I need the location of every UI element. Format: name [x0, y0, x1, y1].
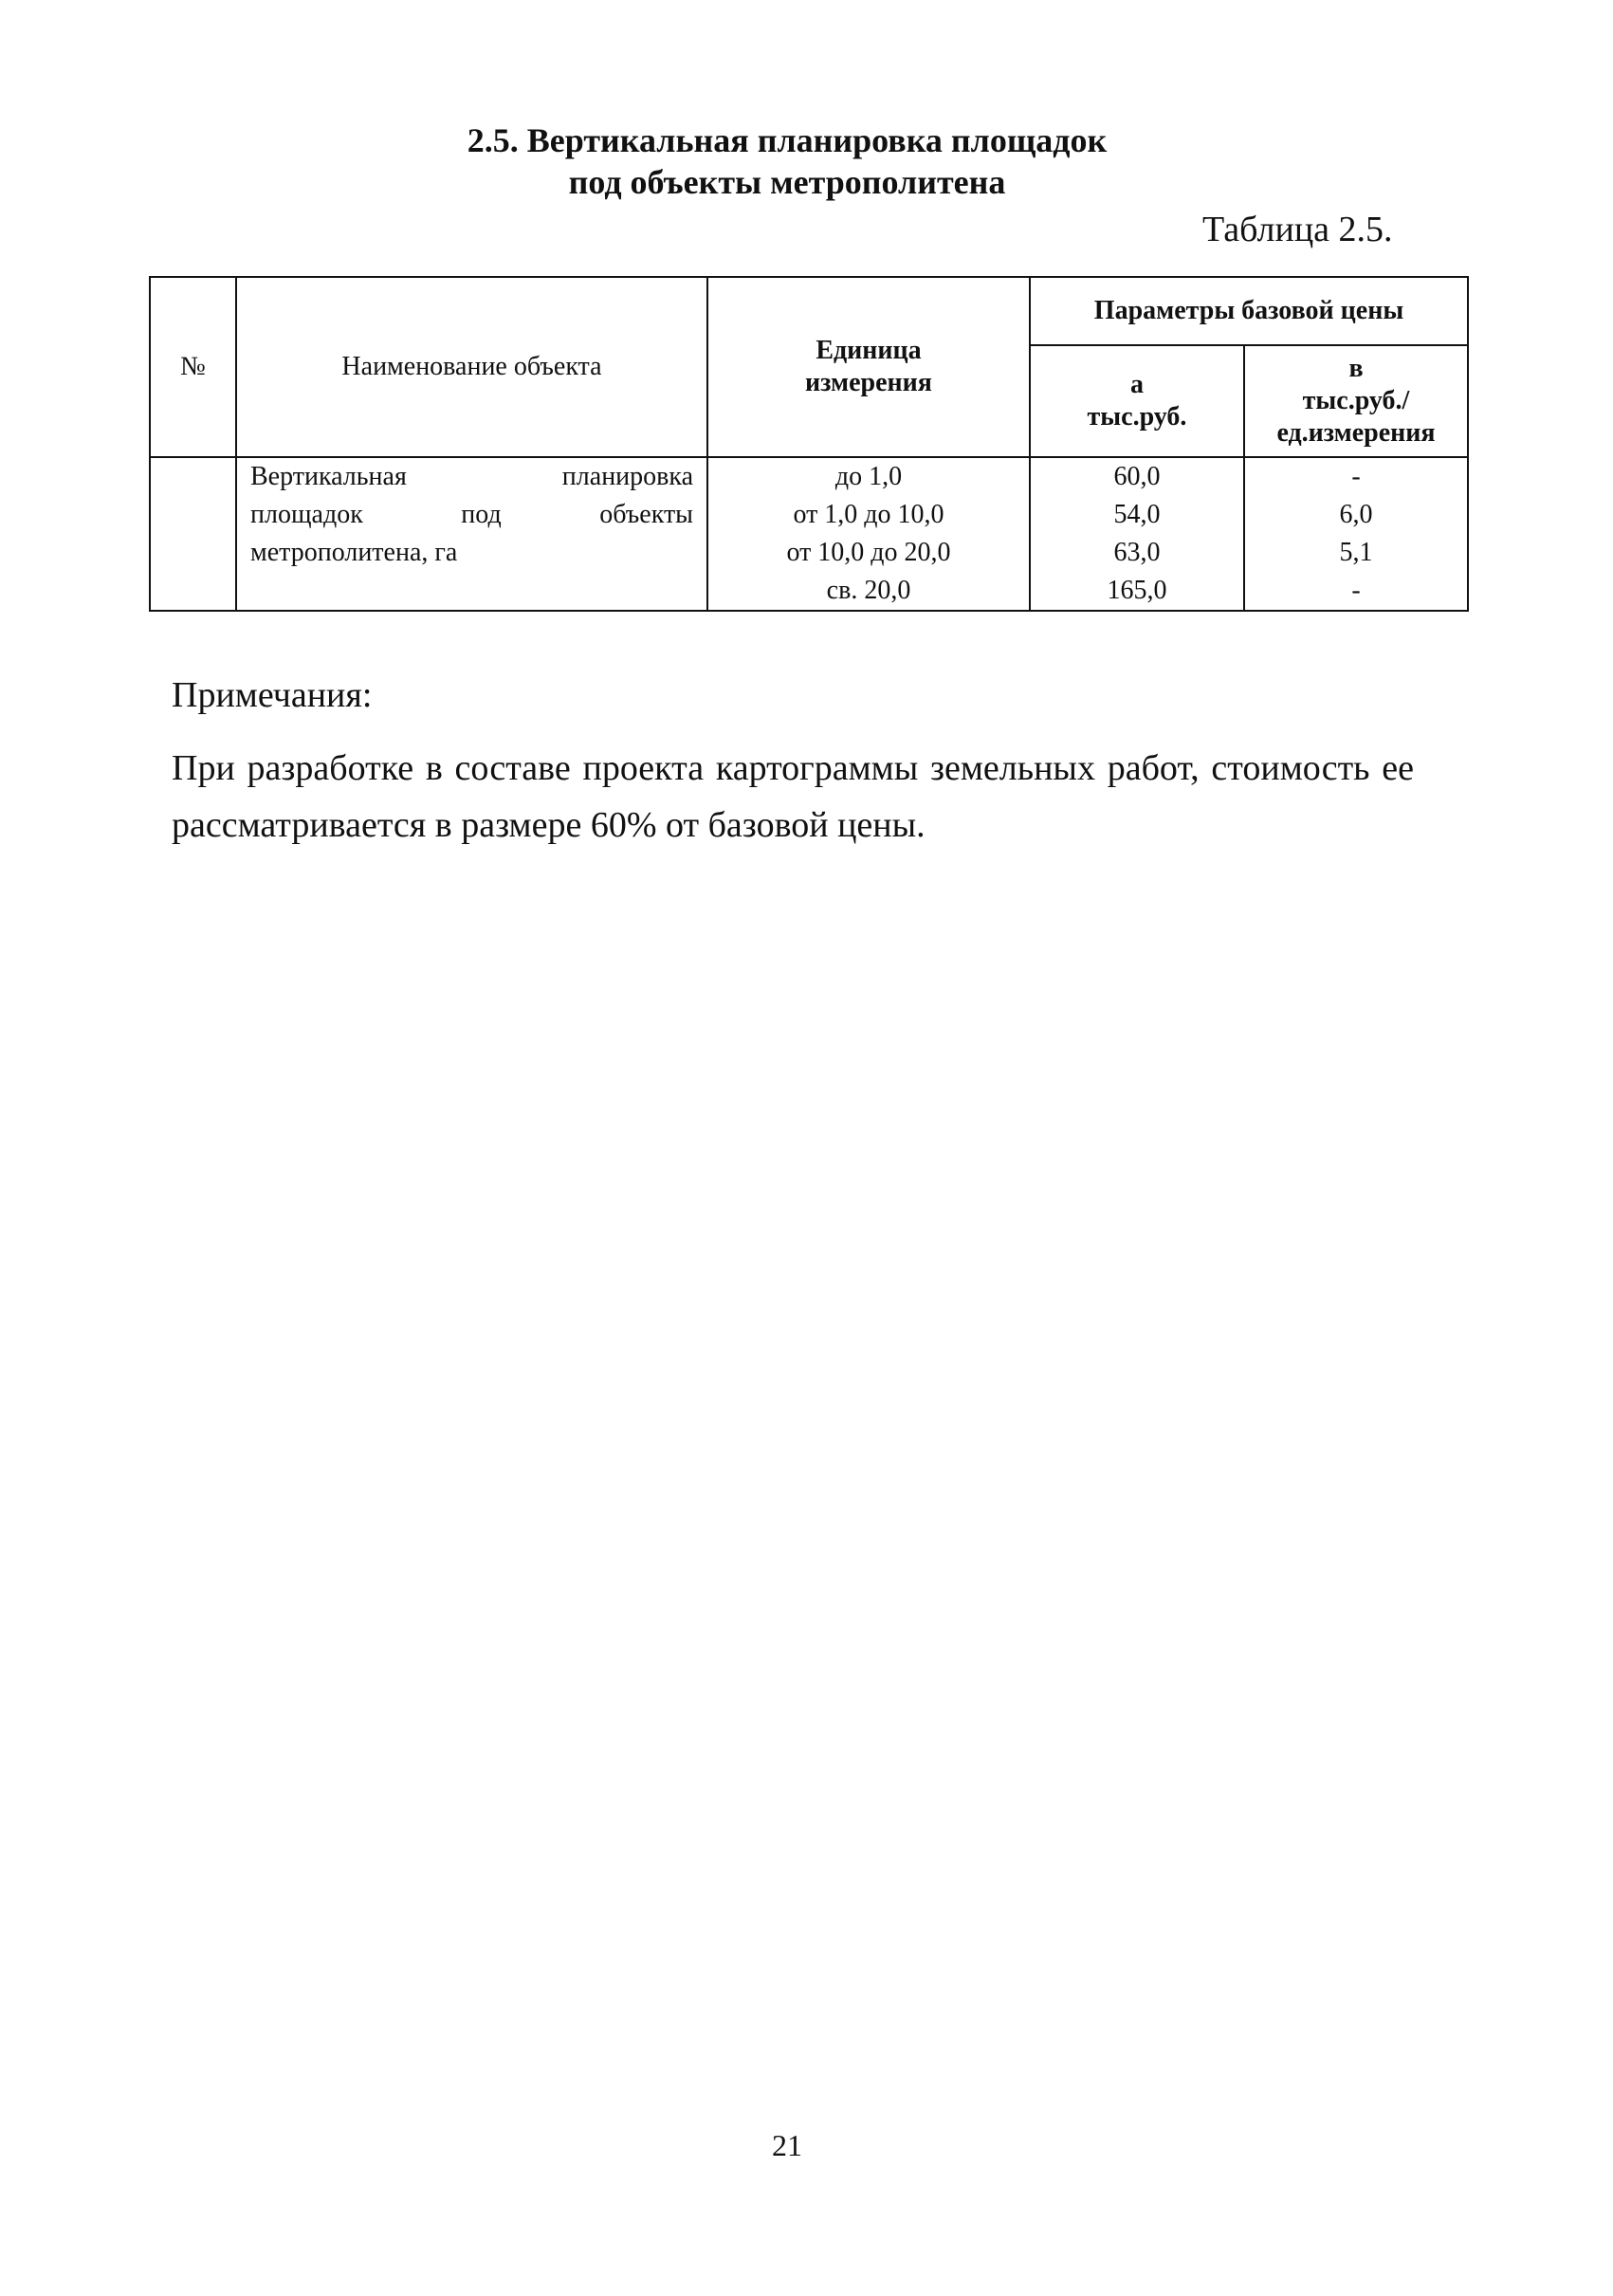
header-number: №	[150, 277, 236, 457]
header-unit	[707, 277, 1030, 457]
object-name-line: Вертикальная планировка	[250, 462, 693, 491]
param-b-value: -	[1351, 462, 1361, 491]
param-a-value: 54,0	[1113, 500, 1161, 529]
object-name-line: метрополитена, га	[250, 538, 458, 567]
param-b-values-cell	[1244, 457, 1468, 611]
param-a-values-cell	[1030, 457, 1244, 611]
param-a-value: 165,0	[1107, 576, 1167, 605]
range-value: от 10,0 до 20,0	[786, 538, 951, 567]
notes-title: Примечания:	[172, 675, 373, 715]
header-base-price-params: Параметры базовой цены	[1030, 277, 1468, 345]
section-heading-line-2: под объекты метрополитена	[568, 163, 1006, 201]
header-param-a	[1030, 345, 1244, 457]
param-a-value: 60,0	[1113, 462, 1161, 491]
range-value: св. 20,0	[826, 576, 911, 605]
header-param-a-unit: тыс.руб.	[1087, 402, 1187, 432]
header-unit-text: Единица измерения	[805, 336, 932, 397]
section-heading	[0, 119, 1574, 203]
row-number-cell	[150, 457, 236, 611]
param-b-value: 5,1	[1339, 538, 1373, 567]
param-a-value: 63,0	[1113, 538, 1161, 567]
range-value: до 1,0	[834, 462, 903, 491]
unit-range-cell	[707, 457, 1030, 611]
price-table	[149, 276, 1469, 612]
header-param-b-letter: в	[1348, 354, 1364, 383]
header-param-b	[1244, 345, 1468, 457]
object-name-line: площадок под объекты	[250, 500, 693, 529]
section-heading-line-1: 2.5. Вертикальная планировка площадок	[467, 121, 1108, 159]
param-b-value: 6,0	[1339, 500, 1373, 529]
param-b-value: -	[1351, 576, 1361, 605]
table-label: Таблица 2.5.	[1202, 210, 1393, 249]
header-object-name: Наименование объекта	[236, 277, 707, 457]
range-value: от 1,0 до 10,0	[793, 500, 944, 529]
page-number: 21	[772, 2128, 802, 2162]
header-param-b-unit: тыс.руб./ ед.измерения	[1276, 386, 1436, 448]
notes-text: При разработке в составе проекта картограммы земельных работ, стоимость ее рассматривается в размере 60% от базовой цены.	[172, 748, 1414, 845]
header-param-a-letter: а	[1130, 370, 1144, 399]
object-name-cell	[236, 457, 707, 611]
